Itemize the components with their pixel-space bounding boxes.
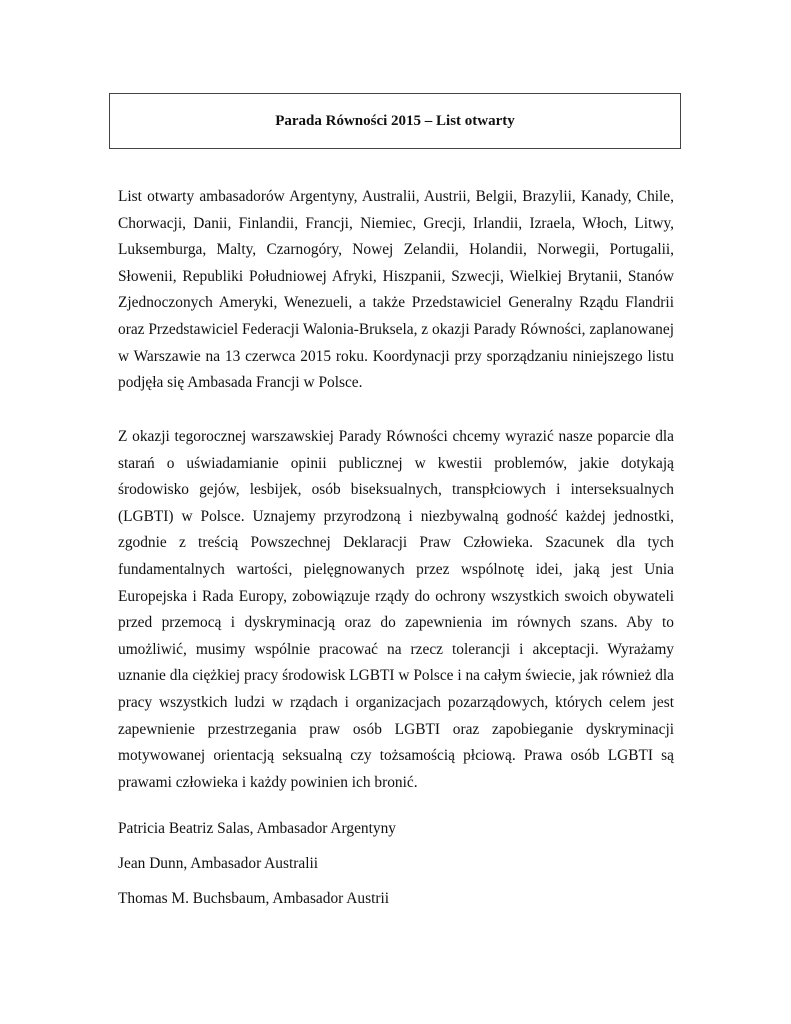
- paragraph-main: Z okazji tegorocznej warszawskiej Parady Równości chcemy wyrazić nasze poparcie dla starań o uświadamianie opinii publicznej w kwestii problemów, jakie dotykają środowisko gejów, lesbijek, osób biseksualnych, transpłciowych i interseksualnych (LGBTI) w Polsce. Uznajemy przyrodzoną i niezbywalną godność każdej jednostki, zgodnie z treścią Powszechnej Deklaracji Praw Człowieka. Szacunek dla tych fundamentalnych wartości, pielęgnowanych przez wspólnotę idei, jaką jest Unia Europejska i Rada Europy, zobowiązuje rządy do ochrony wszystkich swoich obywateli przed przemocą i dyskryminacją oraz do zapewnienia im równych szans. Aby to umożliwić, musimy wspólnie pracować na rzecz tolerancji i akceptacji. Wyrażamy uznanie dla ciężkiej pracy środowisk LGBTI w Polsce i na całym świecie, jak również dla pracy wszystkich ludzi w rządach i organizacjach pozarządowych, których celem jest zapewnienie przestrzegania praw osób LGBTI oraz zapobieganie dyskryminacji motywowanej orientacją seksualną czy tożsamością płciową. Prawa osób LGBTI są prawami człowieka i każdy powinien ich bronić.: [118, 428, 675, 791]
- title-box: [109, 93, 681, 149]
- paragraph-intro: List otwarty ambasadorów Argentyny, Australii, Austrii, Belgii, Brazylii, Kanady, Chile, Chorwacji, Danii, Finlandii, Francji, Niemiec, Grecji, Irlandii, Izraela, Włoch, Litwy, Luksemburga, Malty, Czarnogóry, Nowej Zelandii, Holandii, Norwegii, Portugalii, Słowenii, Republiki Południowej Afryki, Hiszpanii, Szwecji, Wielkiej Brytanii, Stanów Zjednoczonych Ameryki, Wenezueli, a także Przedstawiciel Generalny Rządu Flandrii oraz Przedstawiciel Federacji Walonia-Bruksela, z okazji Parady Równości, zaplanowanej w Warszawie na 13 czerwca 2015 roku. Koordynacji przy sporządzaniu niniejszego listu podjęła się Ambasada Francji w Polsce.: [118, 188, 674, 392]
- signature-line: Jean Dunn, Ambasador Australii: [118, 855, 319, 872]
- signature-line: Patricia Beatriz Salas, Ambasador Argentyny: [118, 820, 396, 837]
- signature-line: Thomas M. Buchsbaum, Ambasador Austrii: [118, 890, 390, 907]
- document-title: Parada Równości 2015 – List otwarty: [275, 112, 515, 129]
